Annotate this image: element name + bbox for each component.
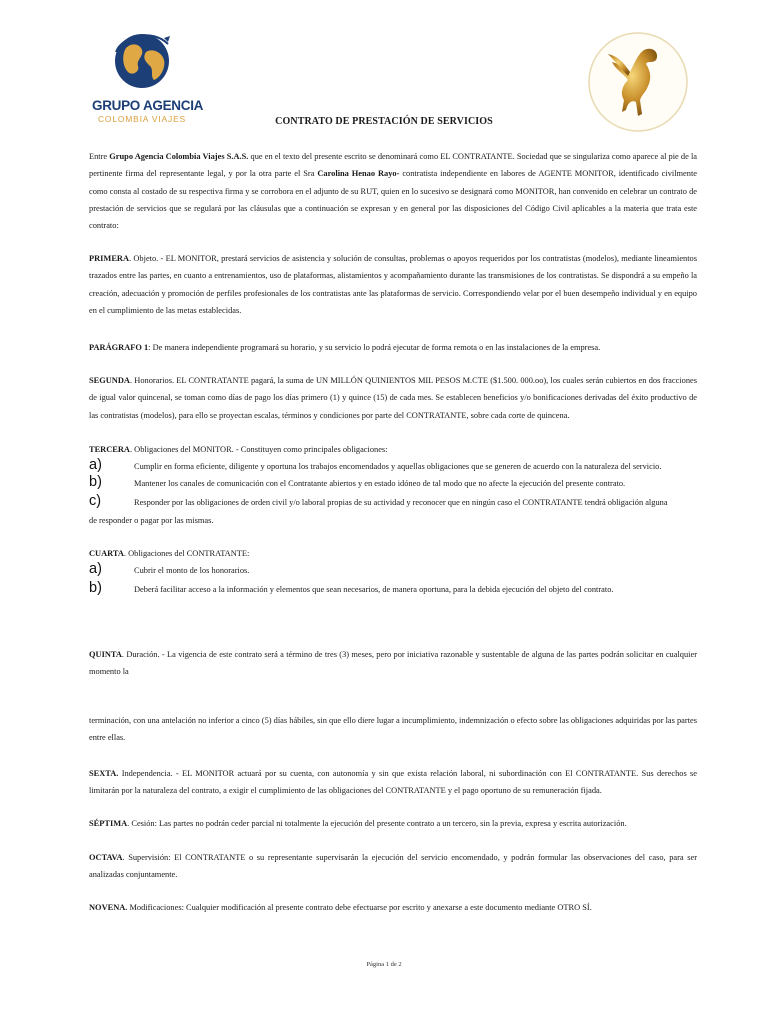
clause-heading: QUINTA [89, 650, 122, 659]
brand-name: GRUPO AGENCIA [92, 98, 204, 113]
clause-heading: PRIMERA [89, 254, 130, 263]
clause-heading: SEGUNDA [89, 376, 130, 385]
clause-segunda [89, 372, 697, 424]
clause-octava [89, 849, 697, 884]
clause-text: . Supervisión: El CONTRATANTE o su representante supervisarán la ejecución del servicio encomendado, y podrán formular las observaciones del caso, para ser analizadas conjuntamente. [89, 853, 697, 880]
intro-text-3: contratista independiente en labores de AGENTE MONITOR, identificado civilmente como consta al costado de su respectiva firma y se corrobora en el adjunto de su RUT, quien en lo sucesivo se designará como MONITOR, han convenido en celebrar un contrato de prestación de servicios que se regulará por las cláusulas que a continuación se expresan y en general por las disposiciones del Código Civil aplicables a la materia que trata este contrato: [89, 169, 697, 231]
list-marker: c) [89, 493, 102, 509]
clause-text: . Duración. - La vigencia de este contrato será a término de tres (3) meses, pero por iniciativa razonable y sustentable de alguna de las partes podrán solicitar en cualquier momento la [89, 650, 697, 677]
list-item-text: Mantener los canales de comunicación con el Contratante abiertos y en estado idóneo de tal modo que no afecte la ejecución del presente contrato. [134, 479, 626, 488]
list-marker: a) [89, 457, 102, 473]
clause-heading: OCTAVA [89, 853, 123, 862]
clause-text: . Obligaciones del MONITOR. - Constituyen como principales obligaciones: [129, 445, 388, 454]
clause-quinta [89, 646, 697, 681]
clause-text: Modificaciones: Cualquier modificación al presente contrato debe efectuarse por escrito y anexarse a este documento mediante OTRO SÍ. [127, 903, 592, 912]
clause-text: . Cesión: Las partes no podrán ceder parcial ni totalmente la ejecución del presente contrato a un tercero, sin la previa, expresa y escrita autorización. [127, 819, 627, 828]
clause-tercera [89, 441, 697, 458]
clause-text: : De manera independiente programará su horario, y su servicio lo podrá ejecutar de forma remota o en las instalaciones de la empresa. [148, 343, 601, 352]
clause-quinta-continuation: terminación, con una antelación no inferior a cinco (5) días hábiles, sin que ello diere lugar a incumplimiento, indemnización o efecto sobre las obligaciones adquiridas por las partes entre ellas. [89, 716, 697, 743]
intro-text-1: Entre [89, 152, 110, 161]
clause-septima [89, 815, 697, 832]
intro-text-2: que en el texto del presente escrito se denominará como EL CONTRATANTE. Sociedad que se singulariza como aparece al pie de la pertinente firma del representante legal, y por la otra parte el Sra [89, 152, 697, 179]
brand-subtitle: COLOMBIA VIAJES [97, 114, 187, 124]
document-title: CONTRATO DE PRESTACIÓN DE SERVICIOS [275, 116, 493, 127]
clause-paragrafo-1 [89, 339, 697, 356]
list-item-text: Cumplir en forma eficiente, diligente y oportuna los trabajos encomendados y aquellas obligaciones que se generen de acuerdo con la naturaleza del servicio. [134, 462, 662, 471]
clause-sexta [89, 765, 697, 800]
clause-text: . Objeto. - EL MONITOR, prestará servicios de asistencia y solución de consultas, problemas o apoyos requeridos por los contratistas (modelos), mediante lineamientos trazados entre las partes, en cuanto a entrenamientos, uso de plataformas, alistamientos y acompañamiento durante las transmisiones de los contratistas. Se dispondrá a su empeño la creación, adecuación y promoción de perfiles profesionales de los contratistas ante las plataformas de servicio. Correspondiendo velar por el buen desempeño individual y en equipo en el cumplimiento de las metas establecidas. [89, 254, 697, 315]
page-number: Página 1 de 2 [366, 961, 402, 968]
clause-text: Independencia. - EL MONITOR actuará por su cuenta, con autonomía y sin que exista relación laboral, ni subordinación con El CONTRATANTE. Sus derechos se limitarán por la naturaleza del contrato, a exigir el cumplimiento de las obligaciones del CONTRATANTE y el pago oportuno de su remuneración fijada. [89, 769, 697, 796]
list-item-text: Cubrir el monto de los honorarios. [134, 566, 250, 575]
clause-heading: SÉPTIMA [89, 819, 128, 828]
company-name: Grupo Agencia Colombia Viajes S.A.S. [109, 152, 249, 161]
list-marker: b) [89, 580, 102, 596]
clause-heading: NOVENA. [89, 903, 128, 912]
list-marker: a) [89, 561, 102, 577]
clause-cuarta [89, 545, 697, 562]
contractor-name: Carolina Henao Rayo- [317, 169, 400, 179]
clause-heading: PARÁGRAFO 1 [89, 343, 149, 352]
clause-text: . Obligaciones del CONTRATANTE: [123, 549, 250, 558]
list-item-text: Deberá facilitar acceso a la información y elementos que sean necesarios, de manera oportuna, para la debida ejecución del objeto del contrato. [134, 585, 614, 594]
clause-heading: CUARTA [89, 549, 124, 558]
clause-heading: SEXTA. [89, 769, 119, 778]
clause-novena [89, 899, 697, 916]
clause-primera [89, 250, 697, 319]
clause-heading: TERCERA [89, 445, 130, 454]
list-item-text: Responder por las obligaciones de orden civil y/o laboral propias de su actividad y reconocer que en ningún caso el CONTRATANTE tendrá obligación alguna [134, 498, 668, 507]
globe-airplane-icon [112, 30, 172, 90]
clause-text: . Honorarios. EL CONTRATANTE pagará, la suma de UN MILLÓN QUINIENTOS MIL PESOS M.CTE ($1.500. 000.oo), los cuales serán cubiertos en dos fracciones de igual valor quincenal, se toman como días de pago los días primero (1) y quince (15) de cada mes. Se establecen beneficios y/o bonificaciones derivadas del éxito productivo de las contratistas (modelos), para ello se proyectan escalas, términos y condiciones por parte del CONTRATANTE, sobre cada corte de quincena. [89, 376, 697, 420]
list-continuation: de responder o pagar por las mismas. [89, 516, 214, 525]
list-marker: b) [89, 474, 102, 490]
company-logo [92, 30, 204, 124]
intro-paragraph [89, 148, 697, 234]
